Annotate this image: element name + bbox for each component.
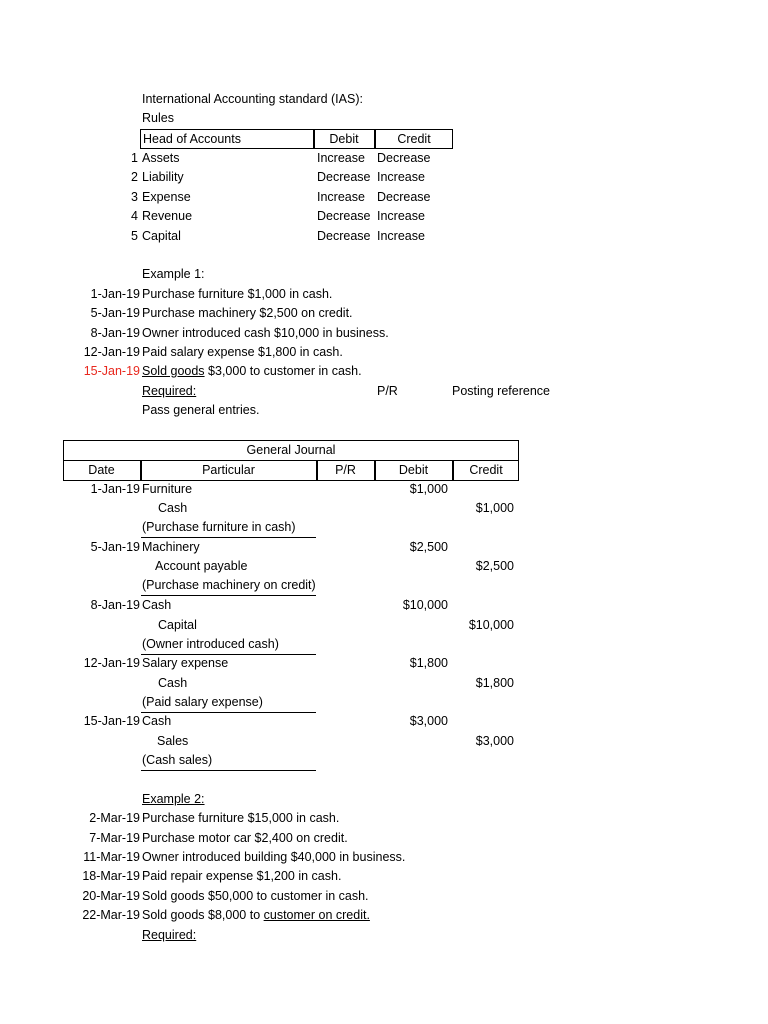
example1-title: Example 1: [142, 267, 205, 281]
rules-header-credit: Credit [397, 132, 431, 146]
ias-title: International Accounting standard (IAS): [142, 92, 363, 106]
journal-header-particular: Particular [202, 463, 255, 477]
journal-header-pr: P/R [335, 463, 356, 477]
rules-header-head: Head of Accounts [143, 132, 241, 146]
journal-header-debit: Debit [398, 463, 429, 477]
pr-label: P/R [377, 384, 398, 398]
pass-entries-label: Pass general entries. [142, 403, 260, 417]
journal-header-date: Date [88, 463, 115, 477]
required-label: Required: [142, 384, 197, 398]
example2-title: Example 2: [142, 792, 205, 806]
example2-required-label: Required: [142, 928, 197, 942]
journal-title: General Journal [246, 443, 336, 457]
rules-label: Rules [142, 111, 174, 125]
journal-header-credit: Credit [469, 463, 503, 477]
posting-reference-label: Posting reference [452, 384, 550, 398]
rules-header-debit: Debit [329, 132, 359, 146]
